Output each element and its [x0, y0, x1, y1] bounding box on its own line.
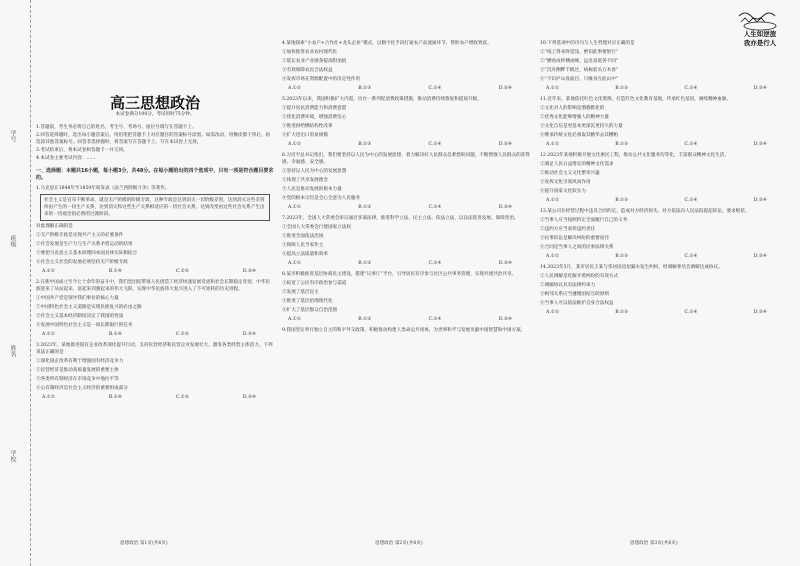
q6-option-3: ③人民是推动发展的根本力量 [282, 187, 342, 192]
binding-label-school: 学校 [9, 450, 16, 462]
choice-c: C.②④ [684, 198, 698, 203]
q5-choices [282, 141, 530, 148]
choice-d: D.③④ [498, 142, 512, 147]
choice-b: B.①③ [358, 261, 372, 266]
choice-b: B.①④ [108, 269, 122, 274]
q2-choices [36, 331, 274, 338]
question-4: 4.某地探索“小农户+合作社+龙头企业”模式，以数字化手段打通农产品流通环节，帮助农户增收致富。 [282, 41, 492, 46]
choice-b: B.①④ [108, 332, 122, 337]
choice-c: C.②④ [428, 317, 442, 322]
q7-option-2: ②推进全面依法治国 [282, 234, 324, 239]
choice-a: A.①② [42, 332, 56, 337]
instruction-4: 4.本试卷主要考试内容：…… [36, 156, 96, 161]
q4-option-3: ③有效保障农民合法权益 [282, 68, 333, 73]
q1-option-1: ①无产阶级专政是实现共产主义的必要条件 [36, 233, 124, 238]
q6-choices [282, 204, 530, 211]
q5-option-3: ③推进供给侧结构性改革 [282, 124, 333, 129]
q12-option-3: ③发挥文化引领风尚作用 [540, 180, 591, 185]
q3-option-4: ④公有制经济是社会主义经济的重要组成部分 [36, 386, 128, 391]
instruction-2: 2.回答选择题时，选出每小题答案后，用铅笔把答题卡上对应题目的答案标号涂黑。如需改动，用橡皮擦干净后，再选涂其他答案标号。回答非选择题时，将答案写在答题卡上。写在本试卷上无效。 [36, 133, 271, 145]
choice-d: D.③④ [242, 269, 256, 274]
choice-a: A.①② [546, 86, 560, 91]
q8-option-4: ④扩大了基层群众自治范围 [282, 308, 338, 313]
choice-c: C.②③ [175, 395, 189, 400]
page-column-2 [282, 40, 530, 530]
q5-option-4: ④扩大进出口贸易规模 [282, 133, 328, 138]
choice-c: C.②④ [684, 254, 698, 259]
exam-subtitle: 本试卷满分100分，考试用时75分钟。 [115, 112, 195, 117]
question-3: 3.2023年，某地推进国有企业改革深化提升行动，支持民营经济和民营企业发展壮大，激发各类经营主体活力。下列说法正确的是 [36, 343, 273, 355]
section-heading: 一、选择题：本题共16小题，每小题3分，共48分。在每小题给出的四个选项中，只有一项是符合题目要求的。 [36, 168, 274, 181]
question-12: 12.2023年某地积极开展文化惠民工程，推动公共文化服务均等化，丰富群众精神文化生活。 [540, 153, 729, 158]
question-6: 6.习近平总书记指出，我们要坚持以人民为中心的发展思想，着力解决好人民群众急难愁盼问题，不断增强人民群众的获得感、幸福感、安全感。 [282, 153, 530, 165]
q11-option-2: ②优秀文化能够增强人的精神力量 [540, 115, 609, 120]
instruction-1: 1.答题前，考生务必将自己的姓名、考生号、考场号、座位号填写在答题卡上。 [36, 125, 197, 130]
choice-d: D.③④ [242, 395, 256, 400]
choice-c: C.②④ [684, 86, 698, 91]
question-1-stem: 对此理解正确的是 [36, 224, 73, 229]
q14-choices [540, 309, 785, 316]
q11-choices [540, 141, 785, 148]
q7-choices [282, 260, 530, 267]
q13-choices [540, 253, 785, 260]
q4-option-4: ④发挥市场在资源配置中的决定性作用 [282, 77, 361, 82]
choice-a: A.①② [288, 142, 302, 147]
choice-b: B.①③ [358, 205, 372, 210]
choice-b: B.①④ [108, 395, 122, 400]
q12-choices [540, 197, 785, 204]
choice-c: C.②③ [175, 269, 189, 274]
choice-c: C.②④ [428, 142, 442, 147]
q10-option-3: ③“沉舟侧畔千帆过，病树前头万木春” [540, 68, 619, 73]
q10-option-1: ①“纸上得来终觉浅，绝知此事要躬行” [540, 50, 619, 55]
q4-choices [282, 85, 530, 92]
q1-option-3: ③要把马克思主义基本原理同本国具体实际相结合 [36, 251, 138, 256]
choice-d: D.③④ [498, 205, 512, 210]
q3-option-2: ②民营经济是推动高质量发展的重要主体 [36, 368, 119, 373]
page-footer-2: 思想政治 第2页(共6页) [375, 541, 423, 546]
q8-choices [282, 316, 530, 323]
choice-a: A.①② [288, 205, 302, 210]
q8-option-1: ①拓宽了公民有序政治参与渠道 [282, 281, 347, 286]
choice-a: A.①② [546, 142, 560, 147]
q8-option-3: ③推进了基层治理现代化 [282, 299, 333, 304]
q11-option-4: ④继承传统文化必须取其精华去其糟粕 [540, 133, 619, 138]
choice-c: C.②④ [428, 261, 442, 266]
choice-a: A.①② [42, 395, 56, 400]
choice-d: D.③④ [498, 261, 512, 266]
q1-option-2: ②社会发展是生产力与生产关系矛盾运动的结果 [36, 242, 133, 247]
q13-option-3: ③民事诉讼是解决纠纷的重要途径 [540, 236, 609, 241]
q10-option-4: ④“不识庐山真面目，只缘身在此山中” [540, 77, 619, 82]
q11-option-3: ③文化自信是更基本更深沉更持久的力量 [540, 124, 623, 129]
q7-option-3: ③保障人民当家作主 [282, 243, 324, 248]
q6-option-1: ①坚持以人民为中心的发展思想 [282, 169, 347, 174]
choice-a: A.①② [546, 254, 560, 259]
choice-b: B.①③ [358, 317, 372, 322]
q2-option-3: ③社会主义基本经济制度决定了我国的性质 [36, 314, 124, 319]
q12-option-2: ②推动社会主义文化繁荣兴盛 [540, 171, 600, 176]
q12-option-4: ④提升国家文化软实力 [540, 189, 586, 194]
choice-b: B.①③ [615, 310, 629, 315]
choice-a: A.①② [42, 269, 56, 274]
choice-b: B.①③ [615, 254, 629, 259]
q2-option-1: ①中国共产党是领导我们事业的核心力量 [36, 296, 119, 301]
choice-d: D.③④ [242, 332, 256, 337]
q14-option-3: ③相邻关系应当遵循团结互助原则 [540, 292, 609, 297]
q10-option-2: ②“横看成岭侧成峰，远近高低各不同” [540, 59, 619, 64]
choice-b: B.①③ [615, 198, 629, 203]
q4-option-1: ①加快推进农业农村现代化 [282, 50, 338, 55]
question-9: 9.我国坚定奉行独立自主的和平外交政策，积极推动构建人类命运共同体，为世界和平与发展贡献中国智慧和中国方案。 [282, 328, 526, 333]
q1-option-4: ④社会主义社会的发展必须坚持无产阶级专政 [36, 260, 128, 265]
binding-label-class: 班级 [9, 235, 16, 247]
stamp-line-2: 我亦是行人 [743, 39, 777, 47]
choice-c: C.②③ [175, 332, 189, 337]
choice-d: D.③④ [753, 198, 767, 203]
choice-d: D.③④ [498, 86, 512, 91]
choice-c: C.②④ [428, 86, 442, 91]
question-2: 2.在新中国成立至今七十余年的奋斗中，我们党团结带领人民创造了经济快速发展奇迹和社会长期稳定奇迹，中华民族迎来了从站起来、富起来到强起来的伟大飞跃，实现中华民族伟大复兴进入了不可逆转的历史进程。 [36, 280, 271, 292]
choice-b: B.①③ [615, 142, 629, 147]
page-footer-3: 思想政治 第3页(共6页) [630, 541, 678, 546]
q5-option-2: ②优化消费环境，增强消费信心 [282, 115, 347, 120]
question-8: 8.某市积极推进基层协商民主建设，搭建“议事厅”平台，引导居民有序参与社区公共事务管理，实现共建共治共享。 [282, 272, 517, 277]
q7-option-4: ④提高立法质量和效率 [282, 252, 328, 257]
binding-label-student-id: 学号 [9, 130, 16, 142]
page-column-3 [540, 40, 785, 530]
page-column-1 [36, 40, 274, 530]
choice-a: A.①② [546, 310, 560, 315]
q13-option-2: ②违约方应当承担违约责任 [540, 227, 596, 232]
q11-option-1: ①文化对人的影响是潜移默化的 [540, 106, 605, 111]
choice-c: C.②④ [428, 205, 442, 210]
q2-option-4: ④发展中国特色社会主义是一项长期艰巨的任务 [36, 323, 133, 328]
choice-d: D.③④ [498, 317, 512, 322]
question-1: 1.马克思在1848年至1850年间发表《法兰西阶级斗争》等著作。 [36, 186, 170, 191]
q14-option-1: ①人民调解是化解矛盾纠纷的有效方式 [540, 274, 619, 279]
q13-option-1: ①当事人应当按照约定全面履行自己的义务 [540, 218, 628, 223]
q12-option-1: ①满足人民日益增长的精神文化需求 [540, 162, 614, 167]
q3-choices [36, 394, 274, 401]
question-10: 10.下列选项中的诗句与人生哲理对应正确的是 [540, 41, 635, 46]
exam-title: 高三思想政治 [109, 94, 200, 112]
choice-d: D.③④ [753, 310, 767, 315]
q10-choices [540, 85, 785, 92]
choice-c: C.②④ [684, 310, 698, 315]
question-11: 11.近年来，某地依托红色文化资源，打造红色文化教育基地，传承红色基因，赓续精神血脉。 [540, 97, 732, 102]
page-footer-1: 思想政治 第1页(共6页) [120, 541, 168, 546]
q5-option-1: ①提升居民消费能力和消费意愿 [282, 106, 347, 111]
quote-box: 社会主义是宣布不断革命，就是无产阶级的阶级专政，这种专政是达到消灭一切阶级差别，达到消灭这些差别所由产生的一切生产关系，达到消灭和这些生产关系相适应的一切社会关系，达到改变由这些社会关系产生出来的一切观念的必然的过渡阶段。 [40, 194, 270, 221]
choice-a: A.①② [288, 86, 302, 91]
choice-d: D.③④ [753, 86, 767, 91]
choice-d: D.③④ [753, 254, 767, 259]
choice-a: A.①② [288, 261, 302, 266]
binding-margin [0, 0, 31, 566]
choice-b: B.①③ [358, 142, 372, 147]
binding-label-name: 姓名 [9, 345, 16, 357]
q14-option-4: ④当事人可以依法维护自身合法权益 [540, 301, 614, 306]
choice-a: A.①② [546, 198, 560, 203]
q3-option-1: ①深化国企改革有利于增强国有经济竞争力 [36, 359, 124, 364]
choice-b: B.①③ [358, 86, 372, 91]
stamp-line-1: 人生如逆旅 [743, 30, 777, 38]
q14-option-2: ②调解协议具有法律约束力 [540, 283, 596, 288]
q6-option-2: ②体现了共享发展理念 [282, 178, 328, 183]
choice-c: C.②④ [684, 142, 698, 147]
question-5: 5.2023年以来，我国积极扩大内需，出台一系列促消费政策措施，推动消费持续恢复和提质升级。 [282, 97, 482, 102]
q2-option-2: ②中国特色社会主义道路是实现民族复兴的必由之路 [36, 305, 142, 310]
choice-b: B.①③ [615, 86, 629, 91]
q7-option-1: ①全国人大常委会行使国家立法权 [282, 225, 351, 230]
question-13: 13.某公司在经营过程中违反合同约定，造成对方经济损失，对方依法向人民法院提起诉讼，要求赔偿。 [540, 209, 750, 214]
question-14: 14.2023年3月，某市居民王某与邻居因房屋漏水发生纠纷，经调解委员会调解达成协议。 [540, 265, 723, 270]
q4-option-2: ②延长农业产业链条提高附加值 [282, 59, 347, 64]
instruction-3: 3.考试结束后，将本试卷和答题卡一并交回。 [36, 148, 128, 153]
q1-choices [36, 268, 274, 275]
q8-option-2: ②发展了基层民主 [282, 290, 319, 295]
question-7: 7.2023年，全国人大常委会审议通过多部法律，推进科学立法、民主立法、依法立法，以良法促进发展、保障善治。 [282, 216, 519, 221]
q6-option-4: ④党的根本宗旨是全心全意为人民服务 [282, 196, 361, 201]
choice-a: A.①② [288, 317, 302, 322]
choice-d: D.③④ [753, 142, 767, 147]
q13-option-4: ④合同是当事人之间的民事法律关系 [540, 245, 614, 250]
q3-option-3: ③各类所有制经济在市场竞争中地位平等 [36, 377, 119, 382]
